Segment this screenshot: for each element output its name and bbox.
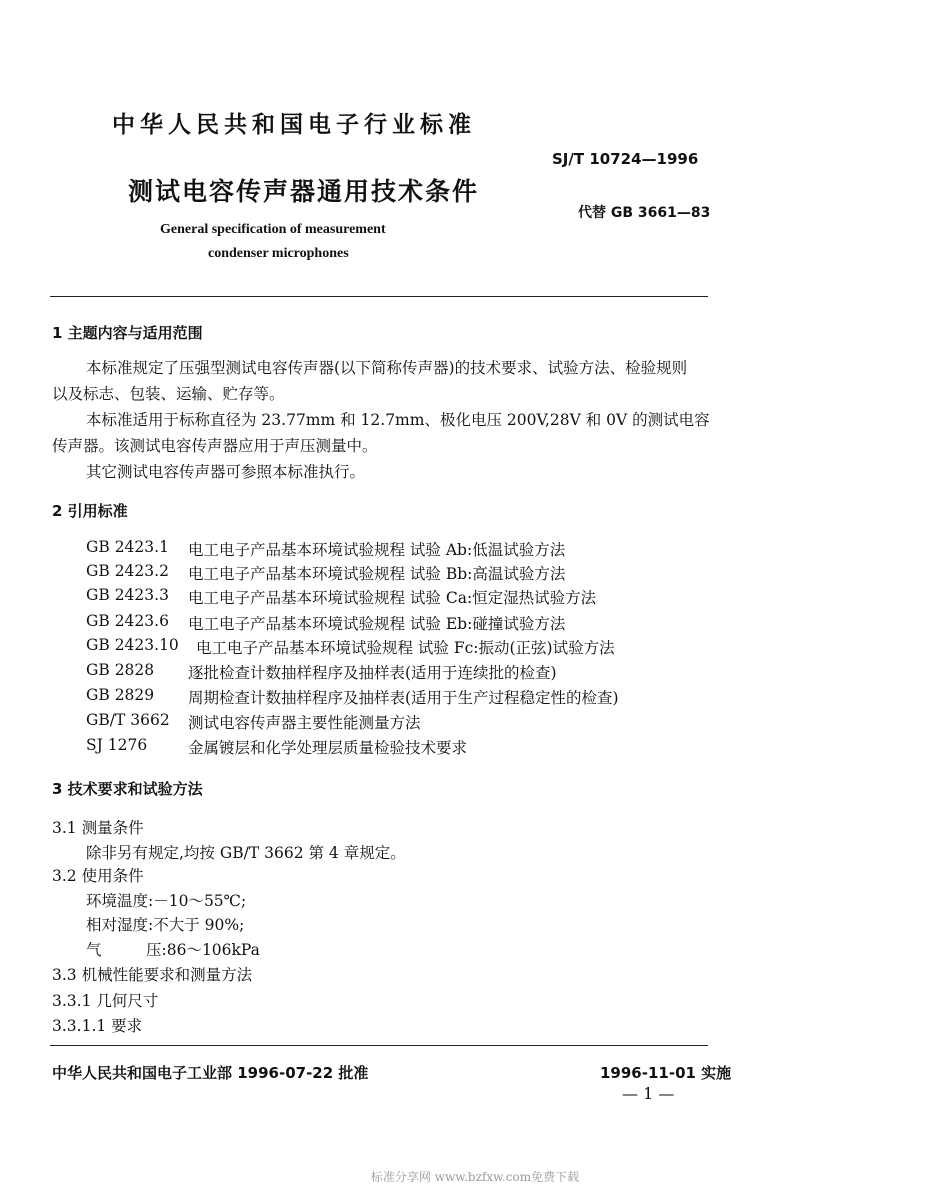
replaces-standard: 代替 GB 3661—83 — [578, 205, 711, 221]
section-3-1-text: 除非另有规定,均按 GB/T 3662 第 4 章规定。 — [86, 844, 406, 862]
reference-code: GB 2423.2 — [86, 562, 169, 580]
reference-code: GB 2423.10 — [86, 636, 179, 654]
section-1-heading: 1 主题内容与适用范围 — [52, 324, 203, 342]
section-1-paragraph-2-line-2: 传声器。该测试电容传声器应用于声压测量中。 — [52, 437, 378, 455]
reference-code: GB/T 3662 — [86, 711, 170, 729]
section-1-paragraph-1-line-1: 本标准规定了压强型测试电容传声器(以下简称传声器)的技术要求、试验方法、检验规则 — [86, 359, 688, 377]
section-3-2-heading: 3.2 使用条件 — [52, 867, 144, 885]
watermark: 标准分享网 www.bzfxw.com免费下载 — [370, 1170, 580, 1184]
section-1-paragraph-2-line-1: 本标准适用于标称直径为 23.77mm 和 12.7mm、极化电压 200V,28V 和 0V 的测试电容 — [86, 411, 710, 429]
reference-title: 测试电容传声器主要性能测量方法 — [188, 714, 421, 732]
reference-title: 周期检查计数抽样程序及抽样表(适用于生产过程稳定性的检查) — [188, 689, 619, 707]
page-number: — 1 — — [622, 1084, 675, 1103]
section-1-paragraph-1-line-2: 以及标志、包装、运输、贮存等。 — [52, 385, 285, 403]
header-divider — [50, 296, 708, 297]
reference-title: 电工电子产品基本环境试验规程 试验 Ab:低温试验方法 — [188, 541, 566, 559]
approval-line: 中华人民共和国电子工业部 1996-07-22 批准 — [52, 1064, 369, 1082]
reference-title: 电工电子产品基本环境试验规程 试验 Ca:恒定湿热试验方法 — [188, 589, 597, 607]
section-3-2-humidity: 相对湿度:不大于 90%; — [86, 916, 245, 934]
section-3-2-temperature: 环境温度:－10～55℃; — [86, 892, 247, 910]
reference-title: 金属镀层和化学处理层质量检验技术要求 — [188, 739, 468, 757]
section-3-3-heading: 3.3 机械性能要求和测量方法 — [52, 966, 253, 984]
reference-code: GB 2423.6 — [86, 612, 169, 630]
standard-category-heading: 中华人民共和国电子行业标准 — [112, 112, 476, 138]
reference-title: 电工电子产品基本环境试验规程 试验 Bb:高温试验方法 — [188, 565, 566, 583]
section-2-heading: 2 引用标准 — [52, 502, 128, 520]
reference-title: 逐批检查计数抽样程序及抽样表(适用于连续批的检查) — [188, 664, 557, 682]
standard-code: SJ/T 10724—1996 — [552, 150, 699, 168]
section-3-heading: 3 技术要求和试验方法 — [52, 780, 203, 798]
section-3-2-pressure-label: 气 — [86, 941, 102, 959]
section-1-paragraph-3: 其它测试电容传声器可参照本标准执行。 — [86, 463, 366, 481]
section-3-1-heading: 3.1 测量条件 — [52, 819, 144, 837]
reference-code: GB 2829 — [86, 686, 155, 704]
reference-title: 电工电子产品基本环境试验规程 试验 Fc:振动(正弦)试验方法 — [196, 639, 615, 657]
document-title: 测试电容传声器通用技术条件 — [128, 177, 480, 206]
section-3-3-1-1-heading: 3.3.1.1 要求 — [52, 1017, 143, 1035]
section-3-2-pressure-value: 压:86～106kPa — [146, 941, 260, 959]
english-title-line-1: General specification of measurement — [160, 222, 386, 237]
reference-code: GB 2423.3 — [86, 586, 169, 604]
english-title-line-2: condenser microphones — [208, 246, 349, 261]
reference-code: GB 2423.1 — [86, 538, 169, 556]
implementation-date: 1996-11-01 实施 — [600, 1064, 732, 1082]
footer-divider — [50, 1045, 708, 1046]
section-3-3-1-heading: 3.3.1 几何尺寸 — [52, 992, 159, 1010]
reference-code: SJ 1276 — [86, 736, 148, 754]
reference-title: 电工电子产品基本环境试验规程 试验 Eb:碰撞试验方法 — [188, 615, 566, 633]
reference-code: GB 2828 — [86, 661, 155, 679]
